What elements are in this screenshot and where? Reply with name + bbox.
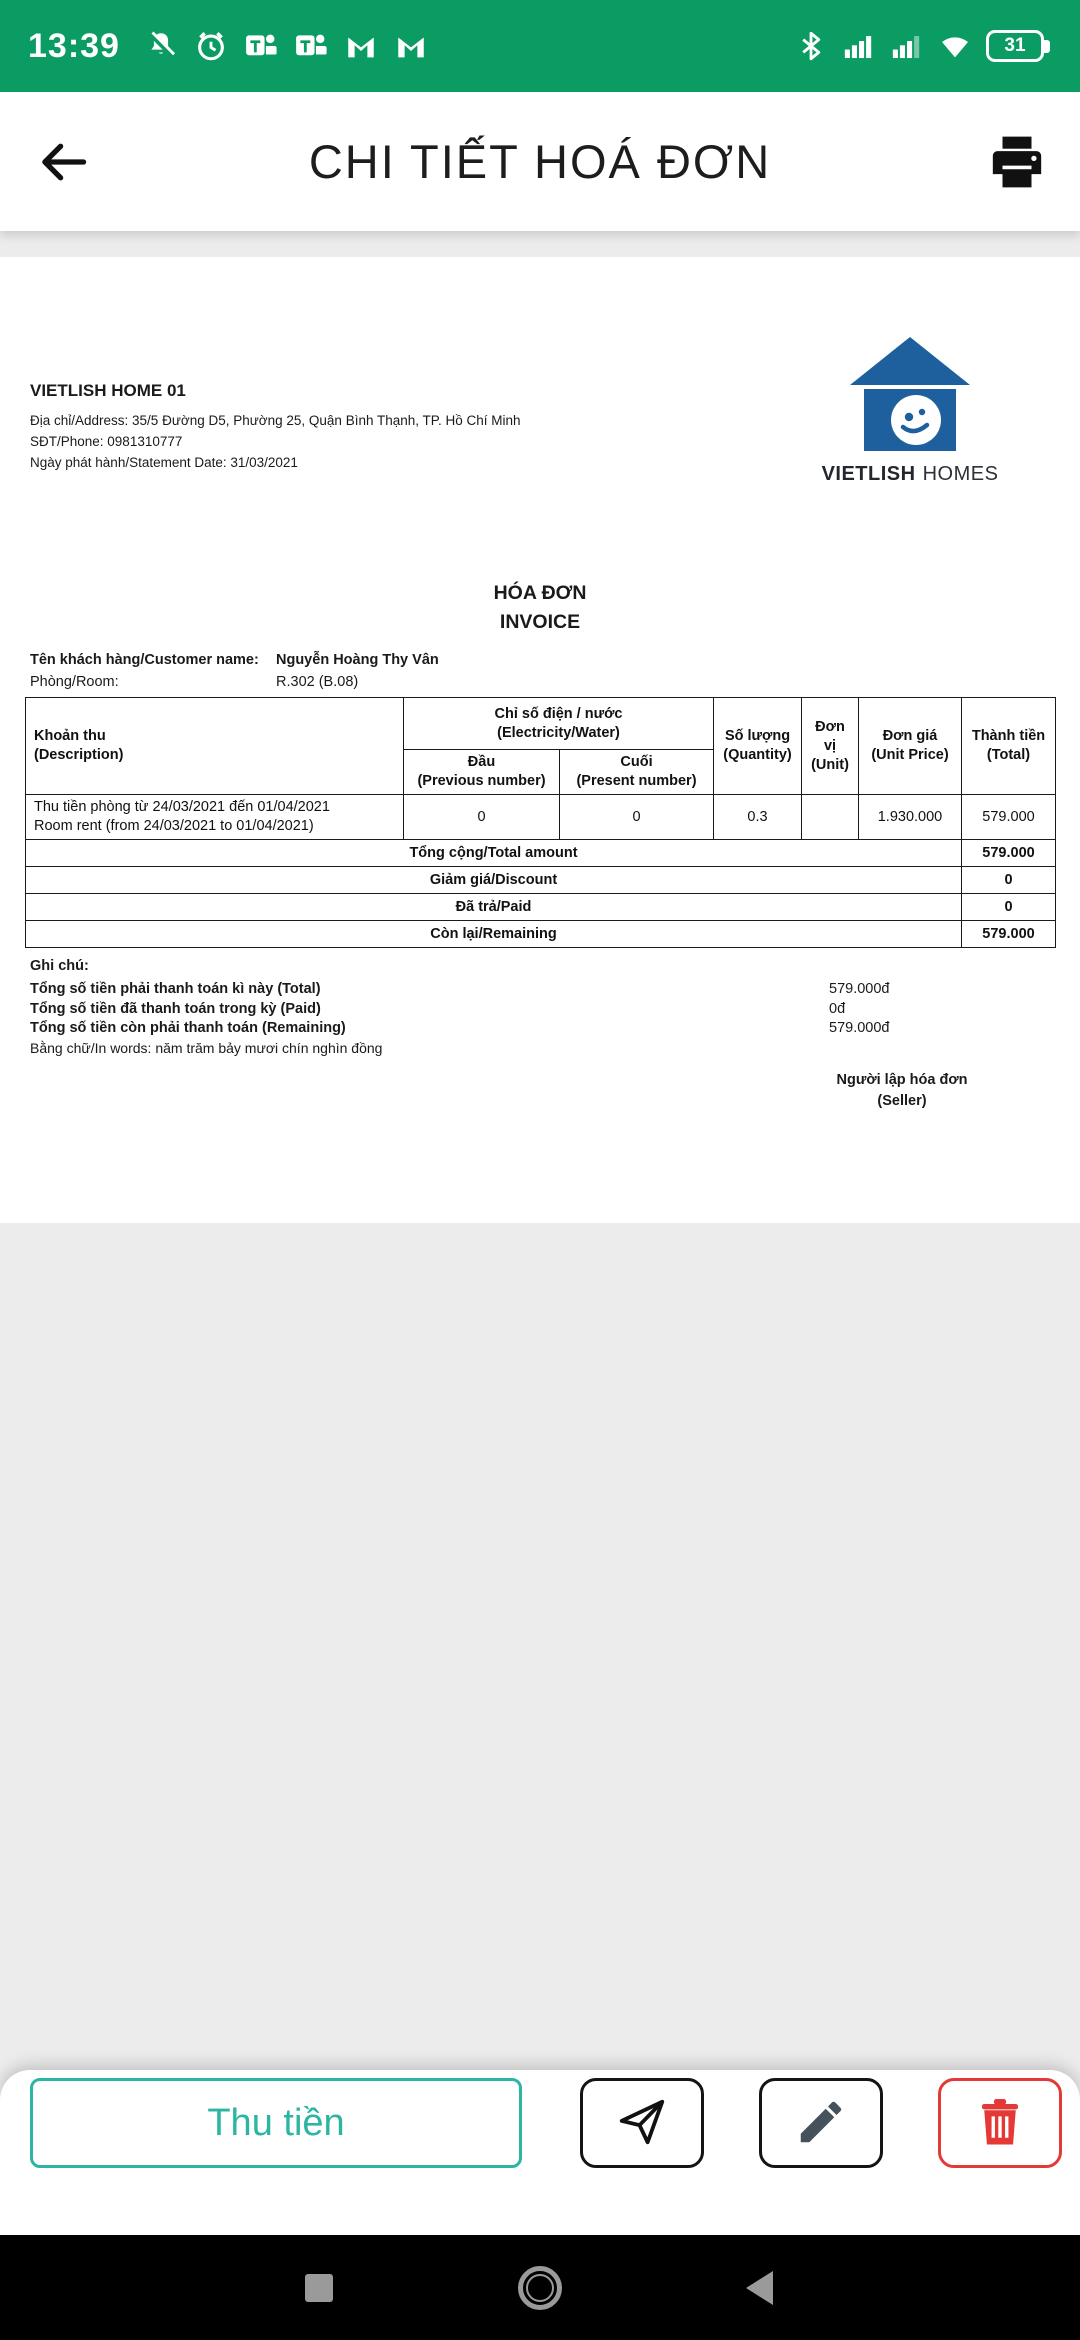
note-line-paid: Tổng số tiền đã thanh toán trong kỳ (Paid) 0đ	[30, 1000, 846, 1017]
brand-text-bold: VIETLISH	[821, 463, 916, 485]
customer-name: Nguyễn Hoàng Thy Vân	[276, 652, 439, 668]
status-time: 13:39	[28, 26, 120, 65]
company-name: VIETLISH HOME 01	[30, 381, 186, 400]
col-header-meter: Chỉ số điện / nước (Electricity/Water)	[404, 698, 714, 750]
arrow-left-icon	[34, 179, 92, 194]
printer-icon	[988, 179, 1046, 194]
col-header-present: Cuối (Present number)	[560, 750, 714, 795]
note-line-total: Tổng số tiền phải thanh toán kì này (Total) 579.000đ	[30, 981, 890, 997]
bluetooth-icon	[794, 29, 828, 63]
company-block	[30, 381, 521, 473]
battery-indicator	[986, 30, 1044, 62]
teams-icon	[244, 29, 278, 63]
status-bar-left	[28, 27, 428, 66]
room-value: R.302 (B.08)	[276, 674, 359, 690]
gmail-icon	[344, 29, 378, 63]
line-item-quantity: 0.3	[714, 795, 802, 840]
invoice-title	[0, 579, 1080, 637]
wifi-icon	[938, 29, 972, 63]
alarm-clock-icon	[194, 29, 228, 63]
muted-bell-icon	[144, 29, 178, 63]
company-address: Địa chỉ/Address: 35/5 Đường D5, Phường 25, Quận Bình Thạnh, TP. Hồ Chí Minh	[30, 413, 521, 428]
battery-percent: 31	[1004, 35, 1026, 56]
customer-name-row	[30, 650, 730, 670]
summary-row-total-amount: Tổng cộng/Total amount 579.000	[26, 840, 1056, 867]
navigation-bar	[0, 2235, 1080, 2340]
status-bar	[0, 0, 1080, 92]
seller-signature	[752, 1070, 1052, 1112]
room-row	[30, 672, 730, 692]
line-item-total: 579.000	[962, 795, 1056, 840]
summary-row-remaining: Còn lại/Remaining 579.000	[26, 921, 1056, 948]
company-phone: SĐT/Phone: 0981310777	[30, 434, 183, 449]
amount-in-words: Bằng chữ/In words: năm trăm bảy mươi chín nghìn đồng	[30, 1039, 383, 1056]
seller-label-en: (Seller)	[877, 1093, 927, 1109]
invoice-title-vi: HÓA ĐƠN	[493, 582, 587, 604]
invoice-title-en: INVOICE	[499, 611, 581, 633]
seller-label-vi: Người lập hóa đơn	[836, 1072, 968, 1088]
house-logo-icon	[848, 335, 972, 455]
brand-text	[770, 463, 1050, 486]
col-header-unit: Đơn vị (Unit)	[802, 698, 859, 795]
cellular-signal-icon	[842, 29, 876, 63]
recents-square-icon	[305, 2274, 333, 2302]
col-header-unit-price: Đơn giá (Unit Price)	[859, 698, 962, 795]
app-bar	[0, 92, 1080, 231]
edit-button[interactable]	[759, 2078, 883, 2168]
summary-row-paid: Đã trả/Paid 0	[26, 894, 1056, 921]
col-header-total: Thành tiền (Total)	[962, 698, 1056, 795]
customer-label: Tên khách hàng/Customer name:	[30, 652, 259, 668]
nav-recents-button[interactable]	[279, 2247, 359, 2327]
brand-logo	[770, 335, 1050, 486]
back-triangle-icon	[746, 2271, 773, 2305]
line-item-present: 0	[560, 795, 714, 840]
nav-home-button[interactable]	[500, 2247, 580, 2327]
trash-icon	[973, 2095, 1027, 2152]
send-button[interactable]	[580, 2078, 704, 2168]
nav-back-button[interactable]	[722, 2247, 802, 2327]
cellular-signal-icon-2	[890, 29, 924, 63]
collect-money-button[interactable]: Thu tiền	[30, 2078, 522, 2168]
col-header-quantity: Số lượng (Quantity)	[714, 698, 802, 795]
page-title: CHI TIẾT HOÁ ĐƠN	[308, 135, 772, 188]
note-line-remaining: Tổng số tiền còn phải thanh toán (Remaining) 579.000đ	[30, 1020, 890, 1036]
col-header-description: Khoản thu (Description)	[26, 698, 404, 795]
line-item-unit-price: 1.930.000	[859, 795, 962, 840]
brand-text-light: HOMES	[922, 463, 999, 485]
summary-row-discount: Giảm giá/Discount 0	[26, 867, 1056, 894]
col-header-previous: Đầu (Previous number)	[404, 750, 560, 795]
delete-button[interactable]	[938, 2078, 1062, 2168]
notes-heading: Ghi chú:	[30, 958, 89, 974]
line-item-description: Thu tiền phòng từ 24/03/2021 đến 01/04/2021 Room rent (from 24/03/2021 to 01/04/2021)	[26, 795, 404, 840]
line-item-previous: 0	[404, 795, 560, 840]
status-bar-right	[794, 29, 1052, 63]
back-button[interactable]	[34, 133, 92, 191]
teams-icon-2	[294, 29, 328, 63]
print-button[interactable]	[988, 133, 1046, 191]
pencil-icon	[794, 2095, 848, 2152]
invoice-scroll-area[interactable]	[0, 231, 1080, 2340]
room-label: Phòng/Room:	[30, 674, 119, 690]
statement-date: Ngày phát hành/Statement Date: 31/03/2021	[30, 455, 298, 470]
invoice-document	[0, 257, 1080, 1223]
home-circle-icon	[518, 2266, 562, 2310]
bottom-action-bar	[0, 2070, 1080, 2235]
paper-plane-icon	[615, 2095, 669, 2152]
invoice-table	[25, 697, 1056, 948]
line-item-unit	[802, 795, 859, 840]
notes-block	[30, 956, 1050, 1058]
invoice-line-item	[26, 795, 1056, 840]
gmail-icon-2	[394, 29, 428, 63]
